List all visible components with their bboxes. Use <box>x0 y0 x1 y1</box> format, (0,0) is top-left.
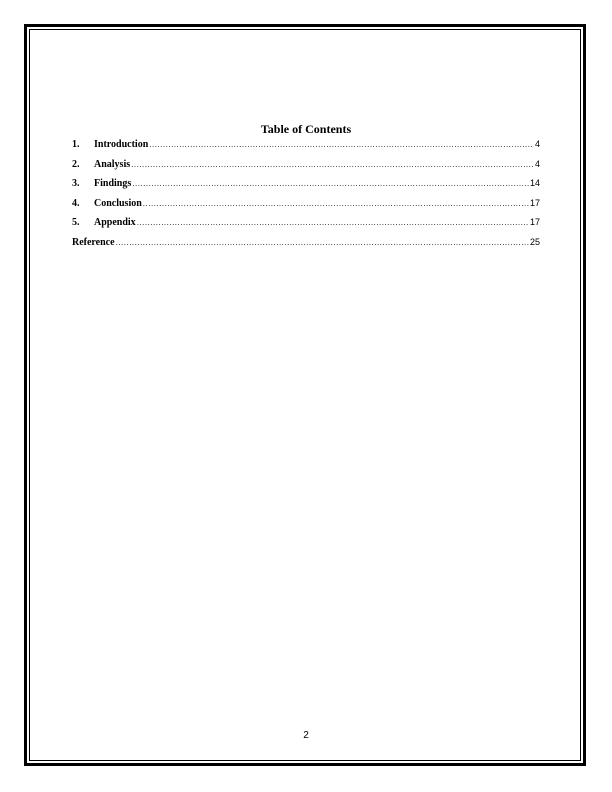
toc-entry-label: Introduction <box>94 139 149 150</box>
toc-entry-findings[interactable] <box>72 176 540 196</box>
toc-entry-appendix[interactable] <box>72 215 540 235</box>
toc-entry-number: 2. <box>72 158 80 170</box>
toc-entry-analysis[interactable] <box>72 157 540 177</box>
toc-entry-number: 1. <box>72 139 80 150</box>
toc-dot-leader <box>149 138 534 152</box>
toc-entry-conclusion[interactable] <box>72 196 540 216</box>
toc-entry-page: 4 <box>534 158 540 169</box>
toc-list <box>72 137 540 254</box>
toc-entry-label: Reference <box>72 236 115 248</box>
toc-entry-label: Conclusion <box>94 197 142 209</box>
toc-dot-leader <box>132 177 529 191</box>
toc-dot-leader <box>143 197 529 211</box>
toc-dot-leader <box>131 158 534 172</box>
toc-entry-label: Appendix <box>94 217 136 228</box>
toc-entry-page: 17 <box>529 197 540 208</box>
toc-entry-label: Analysis <box>94 158 131 170</box>
toc-dot-leader <box>116 236 529 250</box>
toc-entry-page: 25 <box>529 236 540 247</box>
toc-entry-introduction[interactable] <box>72 137 540 157</box>
toc-entry-number: 4. <box>72 197 80 209</box>
toc-entry-number: 3. <box>72 178 80 189</box>
toc-title: Table of Contents <box>260 122 352 136</box>
toc-dot-leader <box>137 216 529 230</box>
toc-entry-number: 5. <box>72 217 80 228</box>
toc-entry-page: 4 <box>534 139 540 149</box>
toc-entry-label: Findings <box>94 178 132 189</box>
page-number: 2 <box>303 730 309 741</box>
toc-entry-page: 14 <box>529 178 540 188</box>
toc-entry-reference[interactable] <box>72 235 540 255</box>
toc-entry-page: 17 <box>529 217 540 227</box>
